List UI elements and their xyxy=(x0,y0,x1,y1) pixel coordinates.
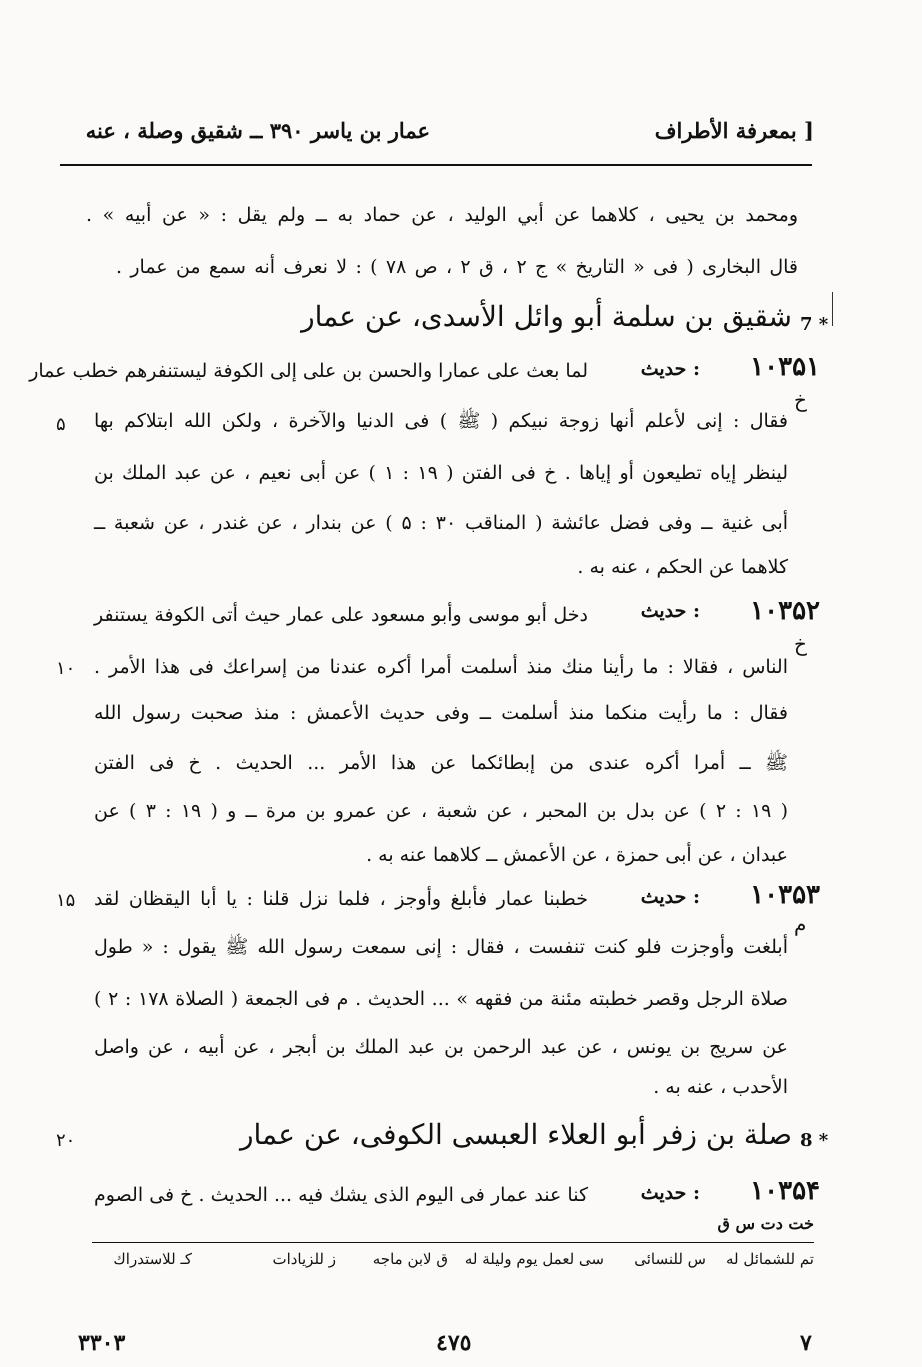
hadith-text-line: الأحدب ، عنه به . xyxy=(653,1076,788,1098)
page-number: ٤٧٥ xyxy=(436,1330,472,1356)
biography-title: شقيق بن سلمة أبو وائل الأسدى، عن عمار xyxy=(301,300,792,333)
hadith-number: ۱۰۳۵۱ xyxy=(750,352,820,382)
footnote-item: سى لعمل يوم وليلة له xyxy=(464,1250,604,1268)
hadith-text-line: عبدان ، عن أبى حمزة ، عن الأعمش ــ كلاهما عنه به . xyxy=(366,844,788,866)
biography-marker: 7 * xyxy=(800,314,829,335)
hadith-number: ۱۰۳۵۲ xyxy=(750,596,820,626)
hadith-sigla: خ xyxy=(794,632,807,656)
hadith-text-line: فقال : إنى لأعلم أنها زوجة نبيكم ( ﷺ ) فى الدنيا والآخرة ، ولكن الله ابتلاكم بها xyxy=(94,410,788,432)
header-section: بمعرفة الأطراف ] xyxy=(654,118,814,143)
hadith-label: حديث : xyxy=(640,1182,700,1204)
footnote-item: كـ للاستدراك xyxy=(113,1250,192,1268)
hadith-text-line: خطبنا عمار فأبلغ وأوجز ، فلما نزل قلنا : يا أبا اليقظان لقد xyxy=(94,888,588,910)
hadith-label: حديث : xyxy=(640,600,700,622)
header-rule xyxy=(60,164,812,166)
hadith-number: ۱۰۳۵۳ xyxy=(750,880,820,910)
hadith-text-line: صلاة الرجل وقصر خطبته مئنة من فقهه » ... الحديث . م فى الجمعة ( الصلاة ۱۷۸ : ۲ ) xyxy=(94,988,788,1010)
biography-marker: 8 * xyxy=(800,1130,829,1151)
hadith-label: حديث : xyxy=(640,358,700,380)
footnote-item: ق لابن ماجه xyxy=(372,1250,448,1268)
footnote-rule xyxy=(92,1242,814,1243)
hadith-text-line: فقال : ما رأيت منكما منذ أسلمت ــ وفى حديث الأعمش : منذ صحبت رسول الله xyxy=(94,702,788,724)
line-number: ۲۰ xyxy=(56,1130,76,1151)
hadith-text-line: ﷺ ــ أمرا أكره عندى من إبطائكما عن هذا الأمر ... الحديث . خ فى الفتن xyxy=(94,752,788,774)
hadith-text-line: أبى غنية ــ وفى فضل عائشة ( المناقب ۳۰ : ۵ ) عن بندار ، عن غندر ، عن شعبة ــ xyxy=(94,512,789,534)
line-number: ۱۵ xyxy=(56,890,76,911)
hadith-text-line: عن سريج بن يونس ، عن عبد الرحمن بن عبد الملك بن أبجر ، عن أبيه ، عن واصل xyxy=(94,1036,788,1058)
hadith-label: حديث : xyxy=(640,886,700,908)
footer-left-number: ۳۳۰۳ xyxy=(78,1330,126,1356)
hadith-text-line: لينظر إياه تطيعون أو إياها . خ فى الفتن ( ۱۹ : ۱ ) عن أبى نعيم ، عن عبد الملك بن xyxy=(94,462,788,484)
hadith-sigla: خت دت س ق xyxy=(717,1214,814,1233)
header-topic: عمار بن ياسر ۳۹۰ ــ شقيق وصلة ، عنه xyxy=(85,118,430,143)
hadith-text-line: كنا عند عمار فى اليوم الذى يشك فيه ... الحديث . خ فى الصوم xyxy=(94,1184,588,1206)
hadith-sigla: خ xyxy=(794,388,807,412)
hadith-text-line: أبلغت وأوجزت فلو كنت تنفست ، فقال : إنى سمعت رسول الله ﷺ يقول : « طول xyxy=(94,936,788,958)
line-number: ۱۰ xyxy=(56,658,76,679)
footnote-item: س للنسائى xyxy=(634,1250,706,1268)
line-number: ۵ xyxy=(56,414,66,435)
footnote-item: ز للزيادات xyxy=(272,1250,336,1268)
hadith-sigla: م xyxy=(794,912,807,936)
hadith-text-line: لما بعث على عمارا والحسن بن على إلى الكوفة ليستنفرهم خطب عمار xyxy=(29,360,588,382)
continuation-line: ومحمد بن يحيى ، كلاهما عن أبي الوليد ، عن حماد به ــ ولم يقل : « عن أبيه » . xyxy=(86,204,798,226)
footnote-item: تم للشمائل له xyxy=(725,1250,814,1268)
continuation-line: قال البخارى ( فى « التاريخ » ج ۲ ، ق ۲ ، ص ۷۸ ) : لا نعرف أنه سمع من عمار . xyxy=(116,256,798,278)
footer-right-number: ٧ xyxy=(800,1330,812,1356)
hadith-number: ۱۰۳۵۴ xyxy=(750,1176,820,1206)
hadith-text-line: الناس ، فقالا : ما رأينا منك منذ أسلمت أمرا أكره عندنا من إسراعك فى هذا الأمر . xyxy=(94,656,788,678)
biography-title: صلة بن زفر أبو العلاء العبسى الكوفى، عن عمار xyxy=(239,1118,792,1151)
hadith-text-line: ( ۱۹ : ۲ ) عن بدل بن المحبر ، عن شعبة ، عن عمرو بن مرة ــ و ( ۱۹ : ۳ ) عن xyxy=(94,800,789,822)
hadith-text-line: كلاهما عن الحكم ، عنه به . xyxy=(577,556,788,578)
margin-rule xyxy=(832,292,833,326)
hadith-text-line: دخل أبو موسى وأبو مسعود على عمار حيث أتى الكوفة يستنفر xyxy=(94,604,588,626)
